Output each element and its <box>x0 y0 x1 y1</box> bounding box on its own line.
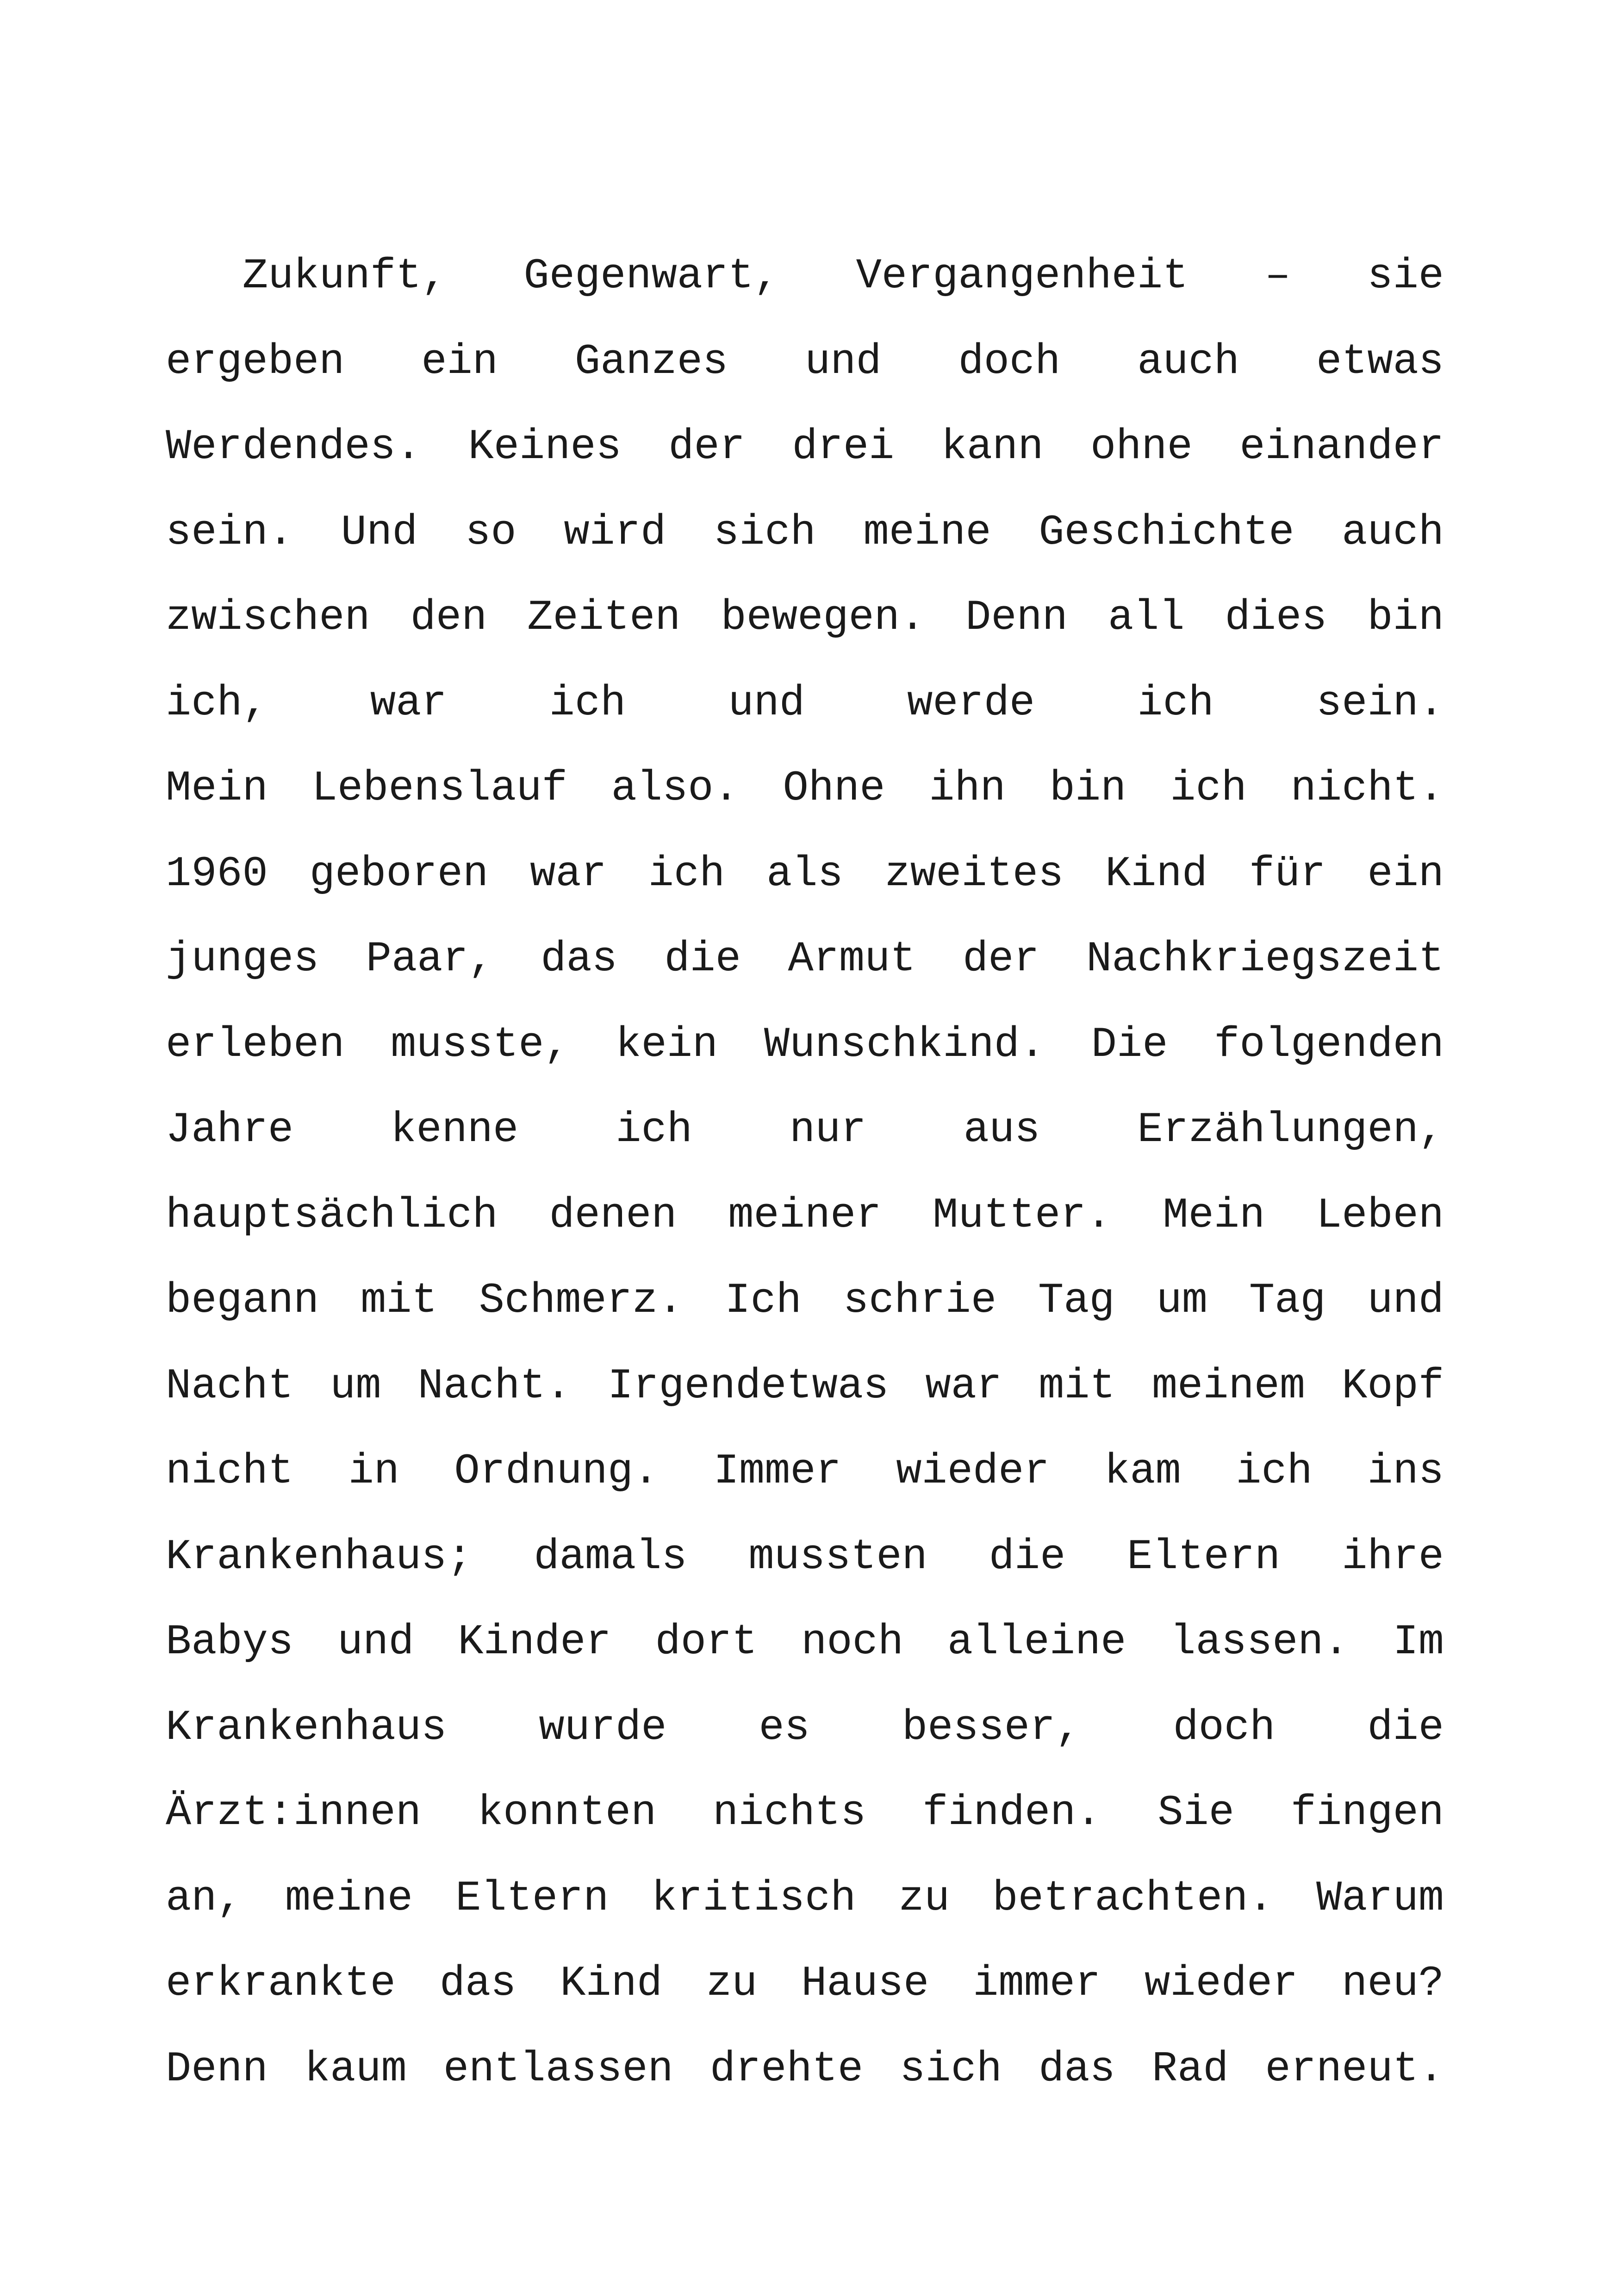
text-line-5: zwischen den Zeiten bewegen. Denn all dies bin <box>166 593 1444 642</box>
text-line-6: ich, war ich und werde ich sein. <box>166 678 1444 727</box>
text-line-19: Ärzt:innen konnten nichts finden. Sie fingen <box>166 1788 1444 1837</box>
text-line-11: Jahre kenne ich nur aus Erzählungen, <box>166 1105 1444 1154</box>
text-line-7: Mein Lebenslauf also. Ohne ihn bin ich nicht. <box>166 764 1444 813</box>
text-line-13: begann mit Schmerz. Ich schrie Tag um Tag und <box>166 1276 1444 1325</box>
text-line-18: Krankenhaus wurde es besser, doch die <box>166 1703 1444 1752</box>
text-line-3: Werdendes. Keines der drei kann ohne einander <box>166 422 1444 471</box>
text-line-4: sein. Und so wird sich meine Geschichte auch <box>166 508 1444 557</box>
text-line-8: 1960 geboren war ich als zweites Kind für ein <box>166 849 1444 898</box>
body-text <box>166 234 1444 2112</box>
text-line-20: an, meine Eltern kritisch zu betrachten. Warum <box>166 1874 1444 1923</box>
text-line-1: Zukunft, Gegenwart, Vergangenheit – sie <box>166 252 1444 300</box>
text-line-17: Babys und Kinder dort noch alleine lassen. Im <box>166 1618 1444 1666</box>
text-line-12: hauptsächlich denen meiner Mutter. Mein Leben <box>166 1191 1444 1240</box>
text-line-2: ergeben ein Ganzes und doch auch etwas <box>166 337 1444 386</box>
text-line-9: junges Paar, das die Armut der Nachkriegszeit <box>166 935 1444 983</box>
text-line-14: Nacht um Nacht. Irgendetwas war mit meinem Kopf <box>166 1361 1444 1410</box>
text-line-21: erkrankte das Kind zu Hause immer wieder neu? <box>166 1959 1444 2008</box>
text-line-15: nicht in Ordnung. Immer wieder kam ich ins <box>166 1447 1444 1496</box>
text-line-22: Denn kaum entlassen drehte sich das Rad erneut. <box>166 2044 1444 2093</box>
text-line-16: Krankenhaus; damals mussten die Eltern ihre <box>166 1532 1444 1581</box>
text-line-10: erleben musste, kein Wunschkind. Die folgenden <box>166 1020 1444 1069</box>
